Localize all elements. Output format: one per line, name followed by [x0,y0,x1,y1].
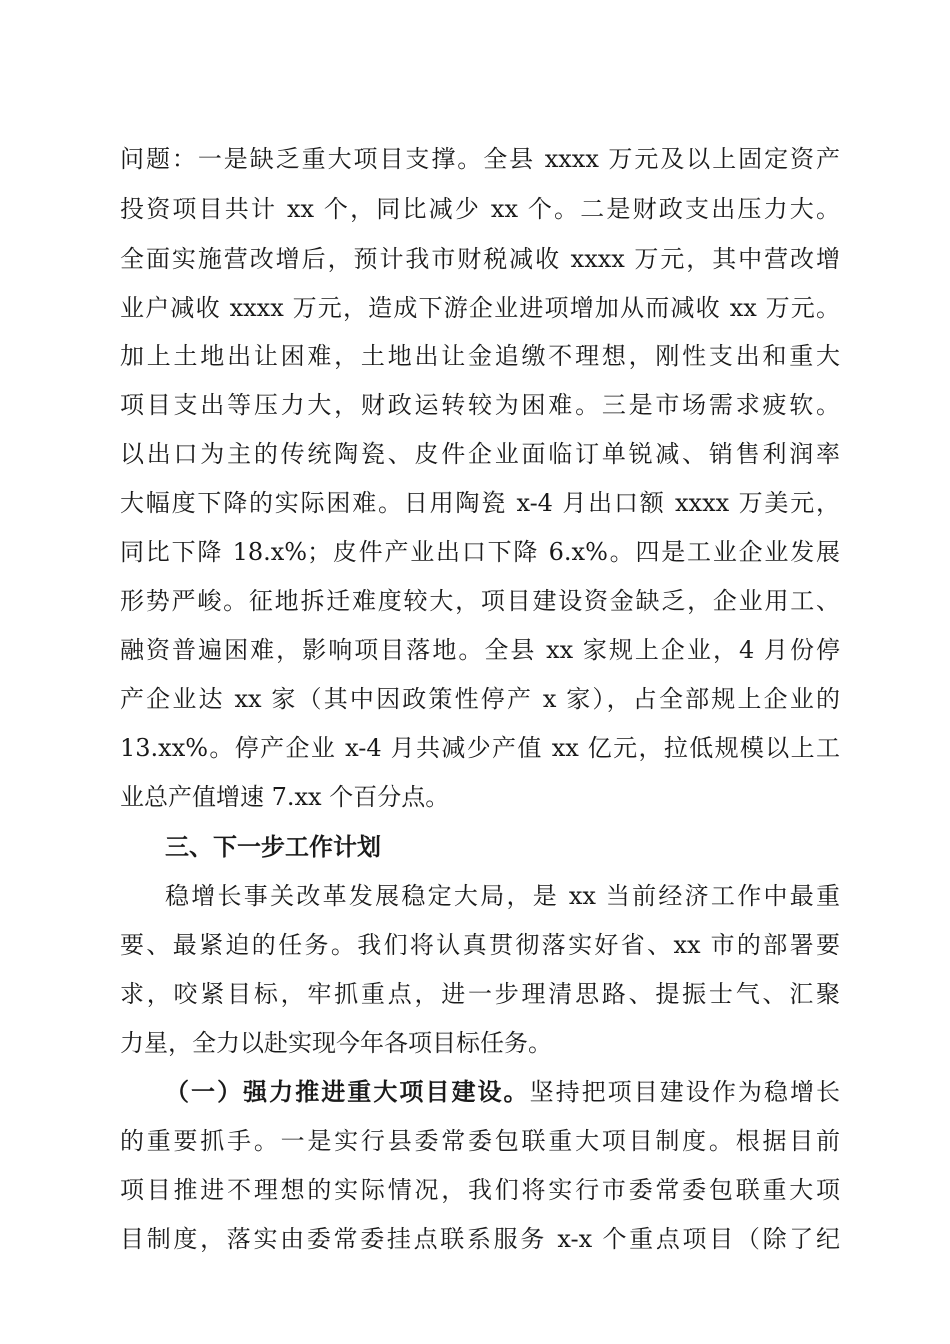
paragraph-line: 业总产值增速 7.xx 个百分点。 [120,783,450,811]
paragraph-line: 问题：一是缺乏重大项目支撑。全县 xxxx 万元及以上固定资产 [120,145,840,173]
paragraph-line: 项目推进不理想的实际情况，我们将实行市委常委包联重大项 [120,1176,840,1204]
paragraph-line: 力星，全力以赴实现今年各项目标任务。 [120,1029,552,1057]
paragraph-line: 的重要抓手。一是实行县委常委包联重大项目制度。根据目前 [120,1127,840,1155]
paragraph-line: 大幅度下降的实际困难。日用陶瓷 x-4 月出口额 xxxx 万美元， [120,489,840,517]
section-heading: 三、下一步工作计划 [165,833,381,861]
paragraph-line: 同比下降 18.x%；皮件产业出口下降 6.x%。四是工业企业发展 [120,538,840,566]
paragraph-line: 目制度，落实由委常委挂点联系服务 x-x 个重点项目（除了纪 [120,1225,840,1253]
paragraph-line: 融资普遍困难，影响项目落地。全县 xx 家规上企业，4 月份停 [120,636,840,664]
paragraph-line: 求，咬紧目标，牢抓重点，进一步理清思路、提振士气、汇聚 [120,980,840,1008]
paragraph-line: 项目支出等压力大，财政运转较为困难。三是市场需求疲软。 [120,391,840,419]
paragraph-line: 形势严峻。征地拆迁难度较大，项目建设资金缺乏，企业用工、 [120,587,840,615]
paragraph-line: 要、最紧迫的任务。我们将认真贯彻落实好省、xx 市的部署要 [120,931,840,959]
paragraph-line: 稳增长事关改革发展稳定大局，是 xx 当前经济工作中最重 [165,882,840,910]
paragraph-line: 13.xx%。停产企业 x-4 月共减少产值 xx 亿元，拉低规模以上工 [120,734,840,762]
paragraph-line: 以出口为主的传统陶瓷、皮件企业面临订单锐减、销售利润率 [120,440,840,468]
subsection-lead-line [165,1077,840,1107]
subsection-lead-text: 坚持把项目建设作为稳增长 [529,1078,841,1106]
paragraph-line: 业户减收 xxxx 万元，造成下游企业进项增加从而减收 xx 万元。 [120,294,840,322]
paragraph-line: 全面实施营改增后，预计我市财税减收 xxxx 万元，其中营改增 [120,245,840,273]
subsection-heading: （一）强力推进重大项目建设。 [165,1077,530,1106]
paragraph-line: 产企业达 xx 家（其中因政策性停产 x 家），占全部规上企业的 [120,685,840,713]
paragraph-line: 投资项目共计 xx 个，同比减少 xx 个。二是财政支出压力大。 [120,195,840,223]
paragraph-line: 加上土地出让困难，土地出让金追缴不理想，刚性支出和重大 [120,342,840,370]
